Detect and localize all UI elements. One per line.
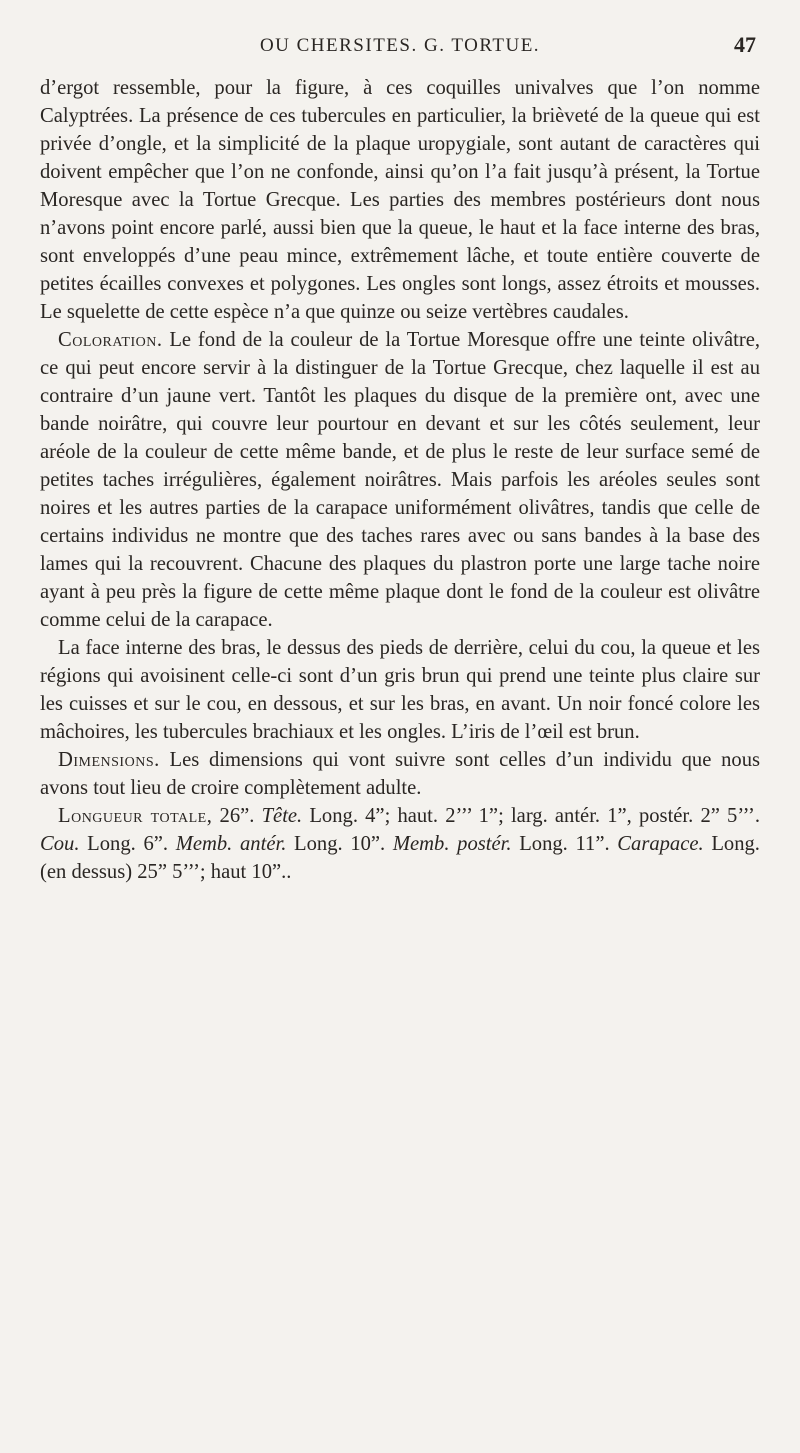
measure-label-memb-anter: Memb. antér. <box>175 833 287 855</box>
measure-text: Long. 10”. <box>286 833 393 855</box>
paragraph-face-interne <box>40 634 760 746</box>
section-heading-coloration: Coloration. <box>58 329 163 351</box>
measure-label-cou: Cou. <box>40 833 80 855</box>
measure-label-carapace: Carapace. <box>617 833 704 855</box>
paragraph-text: La face interne des bras, le dessus des pieds de derrière, celui du cou, la queue et les régions qui avoisinent celle-ci sont d’un gris brun qui prend une teinte plus claire sur les cuisses et sur le cou, en dessous, et sur les bras, en avant. Un noir foncé colore les mâchoires, les tubercules brachiaux et les ongles. L’iris de l’œil est brun. <box>40 637 760 743</box>
page-header <box>40 32 760 62</box>
paragraph-text: d’ergot ressemble, pour la figure, à ces coquilles univalves que l’on nomme Calyptrées. La présence de ces tubercules en particulier, la brièveté de la queue qui est privée d’ongle, et la simplicité de la plaque uropygiale, sont autant de caractères qui doivent empêcher que l’on ne confonde, ainsi qu’on l’a fait jusqu’à présent, la Tortue Moresque avec la Tortue Grecque. Les parties des membres postérieurs dont nous n’avons point encore parlé, aussi bien que la queue, le haut et la face interne des bras, sont enveloppés d’une peau mince, extrêmement lâche, et toute entière couverte de petites écailles convexes et polygones. Les ongles sont longs, assez étroits et mousses. Le squelette de cette espèce n’a que quinze ou seize vertèbres caudales. <box>40 77 760 323</box>
measure-label-longueur: Longueur totale, <box>58 805 213 827</box>
measure-text: Long. 4”; haut. 2’’’ 1”; larg. antér. 1”, postér. 2” 5’’’. <box>302 805 761 827</box>
paragraph-measurements <box>40 802 760 886</box>
measure-text: 26”. <box>212 805 262 827</box>
running-title: OU CHERSITES. G. TORTUE. <box>259 35 541 56</box>
paragraph-text: Les dimensions qui vont suivre sont celles d’un individu que nous avons tout lieu de croire complètement adulte. <box>40 749 760 799</box>
paragraph-ergot <box>40 74 760 326</box>
paragraph-dimensions <box>40 746 760 802</box>
measure-label-memb-poster: Memb. postér. <box>392 833 512 855</box>
measure-text: Long. (en dessus) 25” 5’’’; haut 10”.. <box>40 833 760 883</box>
measure-text: Long. 6”. <box>79 833 176 855</box>
page-number: 47 <box>734 32 756 57</box>
section-heading-dimensions: Dimensions. <box>58 749 160 771</box>
paragraph-text: Le fond de la couleur de la Tortue Moresque offre une teinte olivâtre, ce qui peut encore servir à la distinguer de la Tortue Grecque, chez laquelle il est au contraire d’un jaune vert. Tantôt les plaques du disque de la première ont, avec une bande noirâtre, qui couvre leur pourtour en devant et sur les côtés seulement, leur aréole de la couleur de cette même bande, et de plus le reste de leur surface semé de petites taches irrégulières, également noirâtres. Mais parfois les aréoles seules sont noires et les autres parties de la carapace uniformément olivâtres, tandis que celle de certains individus ne montre que des taches rares avec ou sans bandes à la base des lames qui la recouvrent. Chacune des plaques du plastron porte une large tache noire ayant à peu près la figure de cette même plaque dont le fond de la couleur est olivâtre comme celui de la carapace. <box>40 329 760 631</box>
body-text <box>40 74 760 886</box>
paragraph-coloration <box>40 326 760 634</box>
measure-label-tete: Tête. <box>261 805 303 827</box>
book-page <box>40 0 760 1453</box>
measure-text: Long. 11”. <box>511 833 618 855</box>
